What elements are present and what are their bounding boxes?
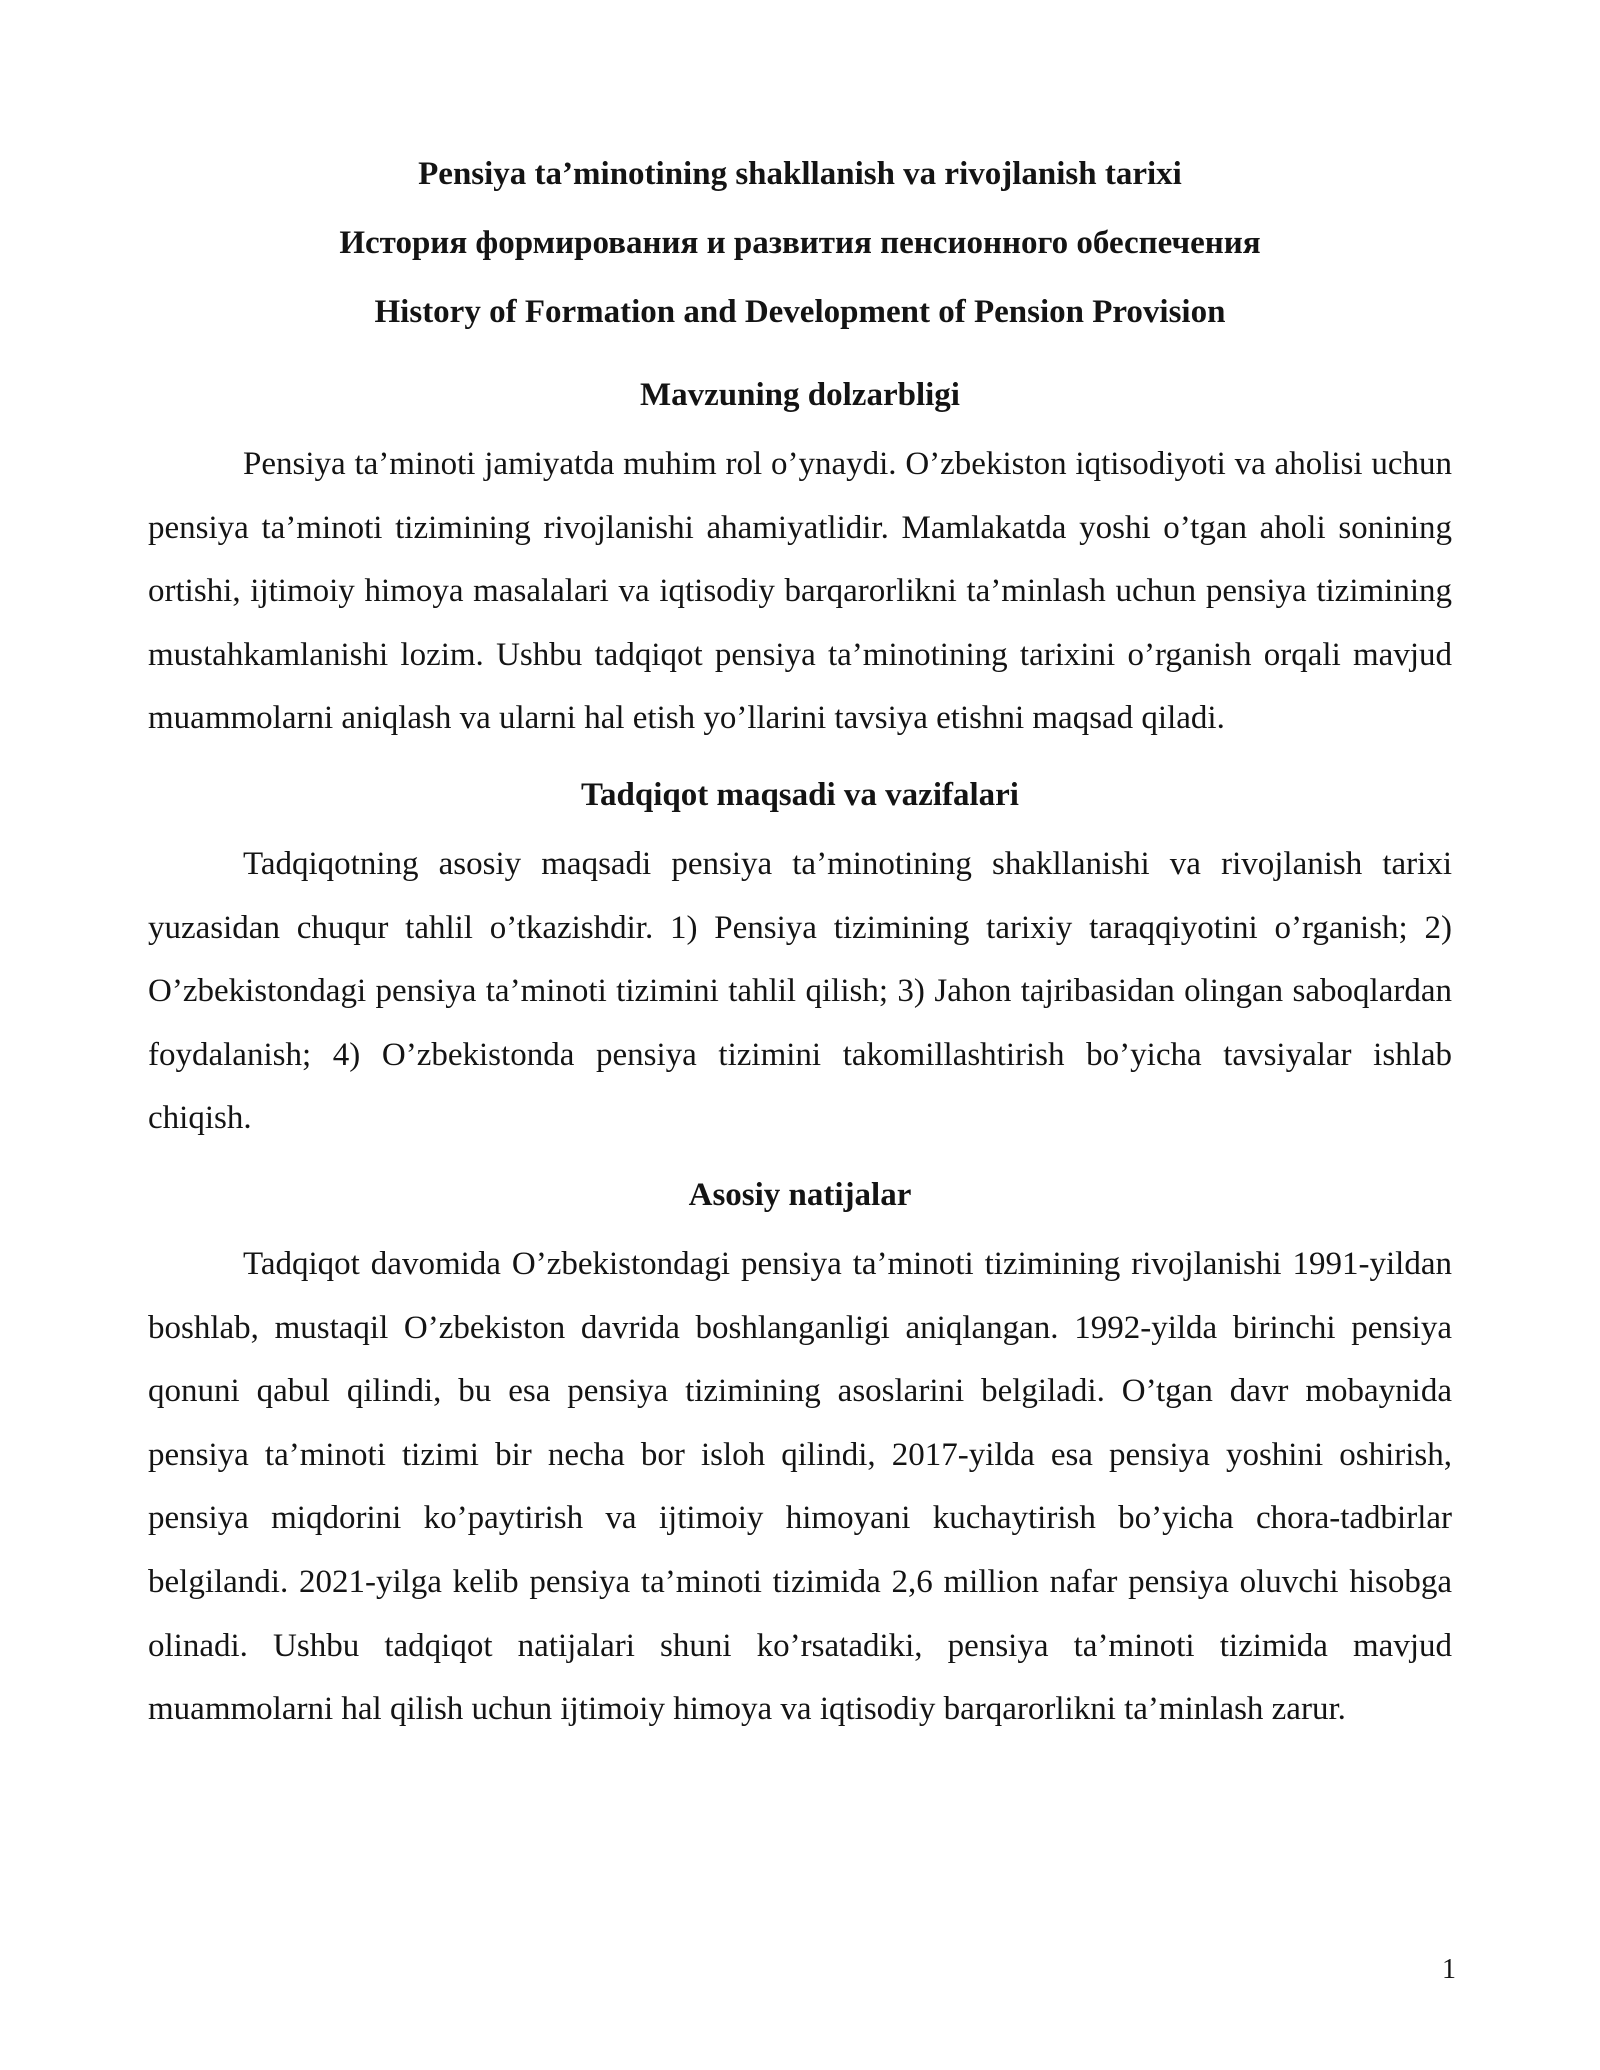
- section-paragraph-results: Tadqiqot davomida O’zbekistondagi pensiya ta’minoti tizimining rivojlanishi 1991-yildan boshlab, mustaqil O’zbekiston davrida boshlanganligi aniqlangan. 1992-yilda birinchi pensiya qonuni qabul qilindi, bu esa pensiya tizimining asoslarini belgiladi. O’tgan davr mobaynida pensiya ta’minoti tizimi bir necha bor isloh qilindi, 2017-yilda esa pensiya yoshini oshirish, pensiya miqdorini ko’paytirish va ijtimoiy himoyani kuchaytirish bo’yicha chora-tadbirlar belgilandi. 2021-yilga kelib pensiya ta’minoti tizimida 2,6 million nafar pensiya oluvchi hisobga olinadi. Ushbu tadqiqot natijalari shuni ko’rsatadiki, pensiya ta’minoti tizimida mavjud muammolarni hal qilish uchun ijtimoiy himoya va iqtisodiy barqarorlikni ta’minlash zarur.: [148, 1245, 1452, 1728]
- title-block: [148, 140, 1452, 347]
- title-uzbek: Pensiya ta’minotining shakllanish va rivojlanish tarixi: [418, 156, 1182, 192]
- section-paragraph-relevance: Pensiya ta’minoti jamiyatda muhim rol o’ynaydi. O’zbekiston iqtisodiyoti va aholisi uchun pensiya ta’minoti tizimining rivojlanishi ahamiyatlidir. Mamlakatda yoshi o’tgan aholi sonining ortishi, ijtimoiy himoya masalalari va iqtisodiy barqarorlikni ta’minlash uchun pensiya tizimining mustahkamlanishi lozim. Ushbu tadqiqot pensiya ta’minotining tarixini o’rganish orqali mavjud muammolarni aniqlash va ularni hal etish yo’llarini tavsiya etishni maqsad qiladi.: [148, 446, 1452, 737]
- section-heading-goals: Tadqiqot maqsadi va vazifalari: [581, 776, 1019, 813]
- document-page: [148, 140, 1452, 1742]
- title-russian: История формирования и развития пенсионного обеспечения: [339, 225, 1261, 261]
- section-paragraph-goals: Tadqiqotning asosiy maqsadi pensiya ta’minotining shakllanishi va rivojlanish tarixi yuzasidan chuqur tahlil o’tkazishdir. 1) Pensiya tizimining tarixiy taraqqiyotini o’rganish; 2) O’zbekistondagi pensiya ta’minoti tizimini tahlil qilish; 3) Jahon tajribasidan olingan saboqlardan foydalanish; 4) O’zbekistonda pensiya tizimini takomillashtirish bo’yicha tavsiyalar ishlab chiqish.: [148, 845, 1452, 1137]
- section-heading-relevance: Mavzuning dolzarbligi: [640, 377, 960, 413]
- title-english: History of Formation and Development of Pension Provision: [374, 294, 1226, 330]
- section-heading-results: Asosiy natijalar: [688, 1176, 912, 1213]
- page-number: 1: [1442, 1954, 1456, 1985]
